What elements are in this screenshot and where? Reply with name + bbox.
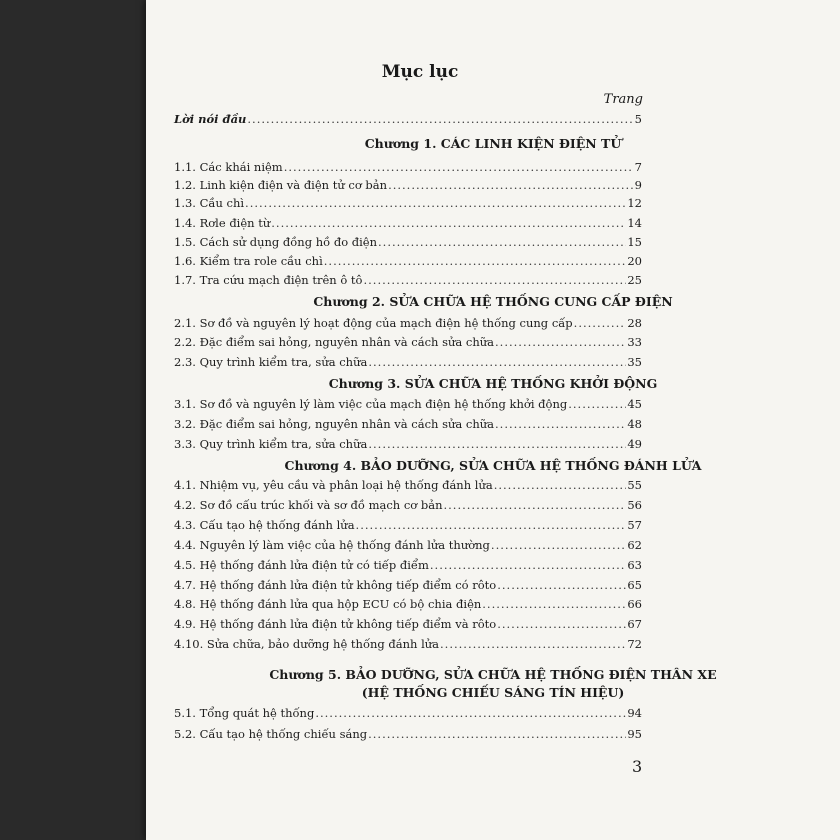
toc-entry xyxy=(174,617,642,631)
toc-entry-page: 49 xyxy=(627,437,642,451)
toc-entry-preface xyxy=(174,112,642,126)
toc-entry-page: 62 xyxy=(627,538,642,552)
page-number: 3 xyxy=(632,757,643,776)
toc-entry-label: 3.1. Sơ đồ và nguyên lý làm việc của mạch điện hệ thống khởi động xyxy=(174,397,568,411)
toc-entry xyxy=(174,160,642,174)
page-column-label: Trang xyxy=(603,92,643,107)
toc-entry xyxy=(174,196,642,210)
toc-entry-page: 63 xyxy=(627,558,642,572)
toc-entry-label: 4.3. Cấu tạo hệ thống đánh lửa xyxy=(174,518,355,532)
toc-entry-label: 4.8. Hệ thống đánh lửa qua hộp ECU có bộ chia điện xyxy=(174,597,482,611)
toc-entry-page: 94 xyxy=(627,706,642,720)
toc-entry-label: Lời nói đầu xyxy=(174,112,247,126)
toc-entry-label: 1.1. Các khái niệm xyxy=(174,160,283,174)
toc-entry xyxy=(174,273,642,287)
toc-entry-label: 1.2. Linh kiện điện và điện tử cơ bản xyxy=(174,178,388,192)
toc-entry-label: 2.3. Quy trình kiểm tra, sửa chữa xyxy=(174,355,368,369)
toc-entry-label: 4.1. Nhiệm vụ, yêu cầu và phân loại hệ thống đánh lửa xyxy=(174,478,493,492)
toc-entry xyxy=(174,417,642,431)
toc-entry xyxy=(174,254,642,268)
toc-entry-label: 1.3. Cầu chì xyxy=(174,196,245,210)
toc-entry xyxy=(174,335,642,349)
toc-entry-page: 95 xyxy=(627,727,642,741)
toc-entry-page: 67 xyxy=(627,617,642,631)
toc-entry xyxy=(174,178,642,192)
toc-entry-page: 5 xyxy=(634,112,642,126)
page-title: Mục lục xyxy=(381,62,459,82)
toc-entry-page: 15 xyxy=(627,235,642,249)
toc-entry-label: 4.9. Hệ thống đánh lửa điện tử không tiếp điểm và rôto xyxy=(174,617,497,631)
toc-entry-label: 1.4. Rơle điện từ xyxy=(174,216,271,230)
toc-entry-page: 66 xyxy=(627,597,642,611)
toc-entry-label: 4.7. Hệ thống đánh lửa điện tử không tiếp điểm có rôto xyxy=(174,578,497,592)
toc-entry-label: 5.1. Tổng quát hệ thống xyxy=(174,706,315,720)
toc-entry-page: 72 xyxy=(627,637,642,651)
toc-entry xyxy=(174,637,642,651)
toc-entry-page: 7 xyxy=(634,160,642,174)
toc-entry-page: 14 xyxy=(627,216,642,230)
toc-entry-page: 12 xyxy=(627,196,642,210)
toc-entry-page: 33 xyxy=(627,335,642,349)
toc-entry-label: 3.2. Đặc điểm sai hỏng, nguyên nhân và cách sửa chữa xyxy=(174,417,495,431)
chapter-5-heading: Chương 5. BẢO DƯỠNG, SỬA CHỮA HỆ THỐNG ĐIỆN THÂN XE xyxy=(269,667,717,682)
toc-entry-label: 3.3. Quy trình kiểm tra, sửa chữa xyxy=(174,437,368,451)
toc-entry xyxy=(174,437,642,451)
toc-entry-label: 4.10. Sửa chữa, bảo dưỡng hệ thống đánh lửa xyxy=(174,637,440,651)
toc-entry xyxy=(174,478,642,492)
chapter-1-heading: Chương 1. CÁC LINH KIỆN ĐIỆN TỬ xyxy=(364,136,622,151)
toc-entry xyxy=(174,518,642,532)
toc-entry-label: 5.2. Cấu tạo hệ thống chiếu sáng xyxy=(174,727,368,741)
chapter-2-heading: Chương 2. SỬA CHỮA HỆ THỐNG CUNG CẤP ĐIỆN xyxy=(313,294,673,309)
chapter-4-heading: Chương 4. BẢO DƯỠNG, SỬA CHỮA HỆ THỐNG ĐÁNH LỬA xyxy=(284,458,702,473)
toc-entry-label: 2.1. Sơ đồ và nguyên lý hoạt động của mạch điện hệ thống cung cấp xyxy=(174,316,573,330)
toc-entry xyxy=(174,558,642,572)
toc-entry xyxy=(174,538,642,552)
toc-entry-page: 28 xyxy=(627,316,642,330)
toc-entry-label: 4.2. Sơ đồ cấu trúc khối và sơ đồ mạch cơ bản xyxy=(174,498,443,512)
toc-entry-page: 56 xyxy=(627,498,642,512)
toc-entry-page: 57 xyxy=(627,518,642,532)
toc-entry xyxy=(174,235,642,249)
chapter-3-heading: Chương 3. SỬA CHỮA HỆ THỐNG KHỞI ĐỘNG xyxy=(328,376,658,391)
toc-entry xyxy=(174,355,642,369)
toc-entry-page: 48 xyxy=(627,417,642,431)
toc-entry-label: 1.7. Tra cứu mạch điện trên ô tô xyxy=(174,273,363,287)
toc-entry xyxy=(174,578,642,592)
toc-entry-page: 65 xyxy=(627,578,642,592)
toc-entry-label: 1.6. Kiểm tra role cầu chì xyxy=(174,254,323,268)
chapter-5-subheading: (HỆ THỐNG CHIẾU SÁNG TÍN HIỆU) xyxy=(361,685,625,700)
toc-entry xyxy=(174,706,642,720)
toc-entry-label: 1.5. Cách sử dụng đồng hồ đo điện xyxy=(174,235,378,249)
toc-entry-page: 45 xyxy=(627,397,642,411)
toc-entry-label: 4.5. Hệ thống đánh lửa điện tử có tiếp điểm xyxy=(174,558,429,572)
toc-entry xyxy=(174,727,642,741)
toc-entry-page: 20 xyxy=(627,254,642,268)
toc-entry-label: 2.2. Đặc điểm sai hỏng, nguyên nhân và cách sửa chữa xyxy=(174,335,495,349)
toc-entry-label: 4.4. Nguyên lý làm việc của hệ thống đánh lửa thường xyxy=(174,538,490,552)
toc-entry xyxy=(174,397,642,411)
toc-entry-page: 25 xyxy=(627,273,642,287)
toc-entry xyxy=(174,498,642,512)
toc-entry-page: 9 xyxy=(634,178,642,192)
toc-entry xyxy=(174,316,642,330)
toc-entry-page: 35 xyxy=(627,355,642,369)
toc-entry xyxy=(174,216,642,230)
toc-entry xyxy=(174,597,642,611)
toc-entry-page: 55 xyxy=(627,478,642,492)
